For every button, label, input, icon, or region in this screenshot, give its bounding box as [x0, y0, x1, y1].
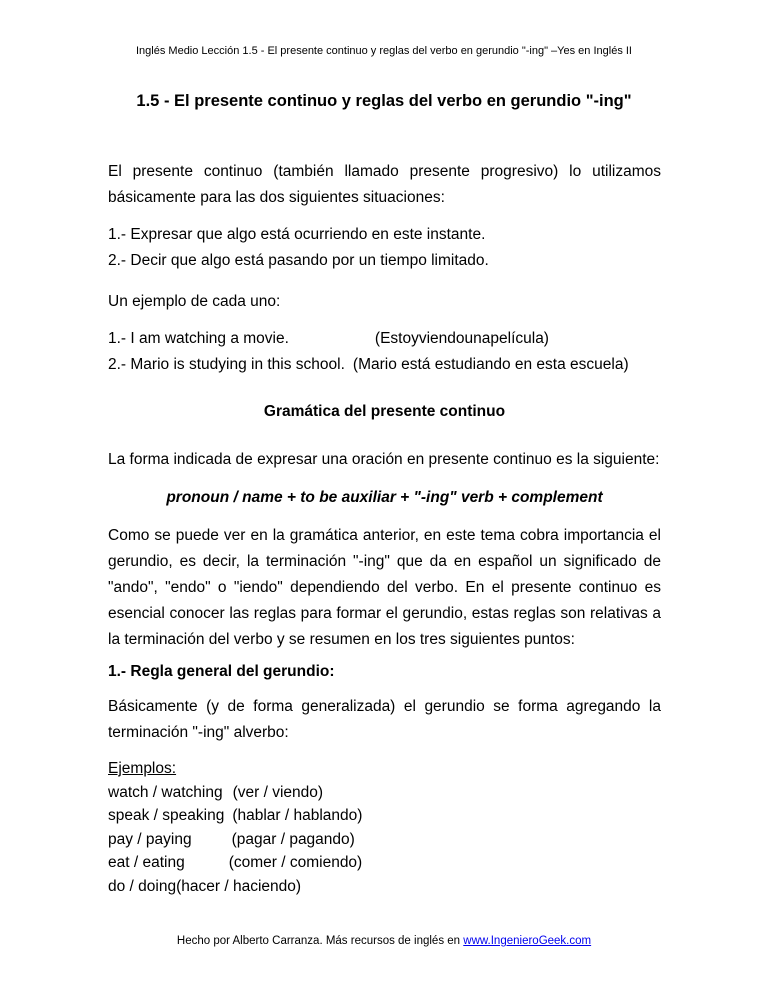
page-footer: [0, 934, 768, 948]
rule-example-2-spanish: (hablar / hablando): [232, 807, 363, 824]
rule-example-3-english: pay / paying: [108, 830, 192, 848]
rule-example-2-english: speak / speaking: [108, 807, 225, 824]
rule-example-4: [108, 851, 661, 875]
examples-intro-list: [108, 326, 661, 378]
footer-text: Hecho por Alberto Carranza. Más recursos de inglés en: [176, 935, 464, 947]
grammar-paragraph: Como se puede ver en la gramática anterior, en este tema cobra importancia el gerundio, es decir, la terminación "-ing" que da en español un significado de "ando", "endo" o "iendo" dependiendo del verbo. En el presente continuo es esencial conocer las reglas para formar el gerundio, estas reglas son relativas a la terminación del verbo y se resumen en los tres siguientes puntos:: [108, 527, 661, 648]
page-title: 1.5 - El presente continuo y reglas del verbo en gerundio "-ing": [136, 92, 632, 110]
rule-1-title: 1.- Regla general del gerundio:: [108, 663, 335, 680]
rule-example-2: [108, 804, 661, 828]
page-header: Inglés Medio Lección 1.5 - El presente continuo y reglas del verbo en gerundio "-ing" –Yes en Inglés II: [136, 45, 632, 57]
rule-1-examples: [108, 757, 661, 898]
rule-example-1-english: watch / watching: [108, 783, 223, 801]
situations-list: [108, 222, 661, 274]
situation-item-1: 1.- Expresar que algo está ocurriendo en este instante.: [108, 226, 486, 243]
rule-example-4-english: eat / eating: [108, 854, 185, 871]
rule-example-1: [108, 781, 661, 805]
grammar-section-title: Gramática del presente continuo: [263, 403, 506, 420]
example-1-english: 1.- I am watching a movie.: [108, 330, 289, 347]
example-item-2: [108, 352, 661, 378]
situation-item-2: 2.- Decir que algo está pasando por un tiempo limitado.: [108, 252, 489, 269]
rule-example-5: [108, 875, 661, 899]
example-item-1: [108, 326, 661, 352]
intro-paragraph: El presente continuo (también llamado presente progresivo) lo utilizamos básicamente para las dos siguientes situaciones:: [108, 163, 661, 206]
grammar-lead: La forma indicada de expresar una oración en presente continuo es la siguiente:: [108, 451, 660, 468]
example-1-spanish: (Estoyviendounapelícula): [374, 330, 549, 347]
rule-example-3: [108, 828, 661, 852]
example-2-english: 2.- Mario is studying in this school.: [108, 356, 345, 373]
rule-example-4-spanish: (comer / comiendo): [228, 854, 363, 871]
example-2-spanish: (Mario está estudiando en esta escuela): [352, 356, 629, 373]
footer-link[interactable]: www.IngenieroGeek.com: [463, 935, 592, 947]
grammar-formula: pronoun / name + to be auxiliar + "-ing" verb + complement: [166, 489, 603, 506]
rule-example-3-spanish: (pagar / pagando): [231, 830, 355, 848]
rule-example-5-spanish: (hacer / haciendo): [176, 877, 302, 895]
examples-intro-label: Un ejemplo de cada uno:: [108, 293, 281, 310]
examples-label: Ejemplos:: [108, 760, 177, 777]
rule-1-paragraph: Básicamente (y de forma generalizada) el gerundio se forma agregando la terminación "-ing" alverbo:: [108, 698, 661, 741]
rule-example-5-english: do / doing: [108, 877, 177, 895]
rule-example-1-spanish: (ver / viendo): [232, 783, 324, 801]
